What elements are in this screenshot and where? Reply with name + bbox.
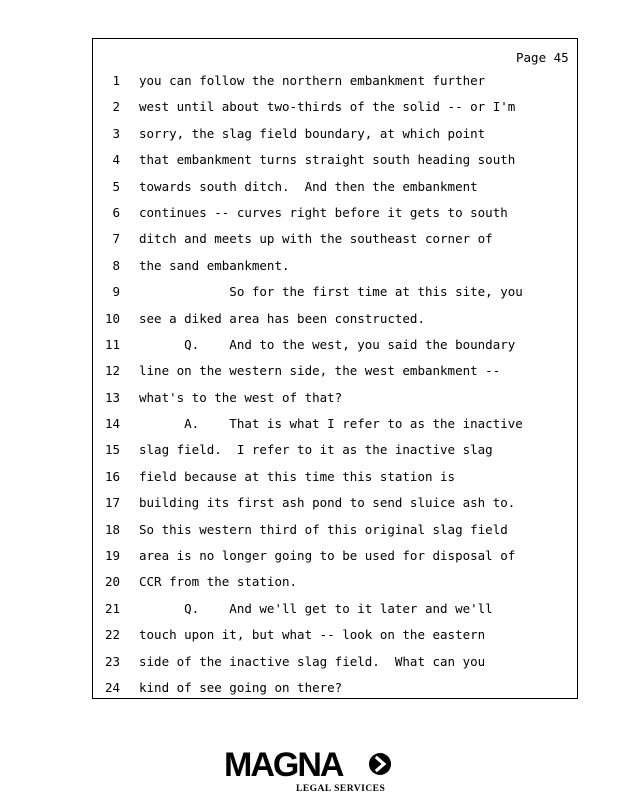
line-text: slag field. I refer to it as the inactive slag bbox=[139, 442, 493, 458]
line-number: 23 bbox=[104, 653, 120, 669]
magna-legal-services-logo bbox=[224, 742, 404, 794]
line-number: 21 bbox=[104, 600, 120, 616]
transcript-line bbox=[96, 253, 576, 279]
logo-wordmark: MAGNA bbox=[224, 746, 343, 784]
line-number: 11 bbox=[104, 336, 120, 352]
line-number: 3 bbox=[112, 125, 120, 141]
transcript-line bbox=[96, 649, 576, 675]
line-text: sorry, the slag field boundary, at which point bbox=[139, 125, 486, 141]
transcript-line bbox=[96, 622, 576, 648]
line-text: building its first ash pond to send sluice ash to. bbox=[139, 495, 516, 511]
line-number: 2 bbox=[112, 99, 120, 115]
transcript-line bbox=[96, 94, 576, 120]
line-number: 8 bbox=[112, 257, 120, 273]
line-text: that embankment turns straight south heading south bbox=[139, 152, 516, 168]
transcript-line bbox=[96, 306, 576, 332]
line-text: line on the western side, the west embankment -- bbox=[139, 363, 501, 379]
line-number: 18 bbox=[104, 521, 120, 537]
transcript-line bbox=[96, 411, 576, 437]
line-text: Q. And to the west, you said the boundary bbox=[139, 336, 516, 352]
transcript-line bbox=[96, 332, 576, 358]
line-number: 4 bbox=[112, 152, 120, 168]
line-text: field because at this time this station is bbox=[139, 468, 456, 484]
line-number: 1 bbox=[112, 73, 120, 88]
line-text: So for the first time at this site, you bbox=[139, 284, 523, 300]
transcript-line bbox=[96, 517, 576, 543]
line-text: you can follow the northern embankment further bbox=[139, 73, 486, 88]
line-number: 15 bbox=[104, 442, 120, 458]
transcript-line bbox=[96, 174, 576, 200]
line-text: side of the inactive slag field. What can you bbox=[139, 653, 486, 669]
line-text: see a diked area has been constructed. bbox=[139, 310, 425, 326]
line-text: continues -- curves right before it gets to south bbox=[139, 204, 508, 220]
chevron-right-circle-icon bbox=[369, 753, 391, 775]
line-text: kind of see going on there? bbox=[139, 679, 343, 695]
line-number: 22 bbox=[104, 627, 120, 643]
page-number: Page 45 bbox=[516, 50, 569, 65]
transcript-line bbox=[96, 147, 576, 173]
transcript-line bbox=[96, 68, 576, 94]
transcript-line bbox=[96, 596, 576, 622]
transcript-line bbox=[96, 464, 576, 490]
line-number: 17 bbox=[104, 495, 120, 511]
line-number: 7 bbox=[112, 231, 120, 247]
transcript-line bbox=[96, 358, 576, 384]
transcript-line bbox=[96, 437, 576, 463]
transcript-line bbox=[96, 279, 576, 305]
line-text: CCR from the station. bbox=[139, 574, 298, 590]
transcript-lines bbox=[96, 68, 576, 701]
line-number: 20 bbox=[104, 574, 120, 590]
line-text: A. That is what I refer to as the inactive bbox=[139, 416, 523, 432]
line-text: towards south ditch. And then the embankment bbox=[139, 178, 478, 194]
line-number: 5 bbox=[112, 178, 120, 194]
line-number: 12 bbox=[104, 363, 120, 379]
transcript-line bbox=[96, 121, 576, 147]
line-number: 16 bbox=[104, 468, 120, 484]
transcript-line bbox=[96, 490, 576, 516]
line-text: So this western third of this original slag field bbox=[139, 521, 508, 537]
line-number: 19 bbox=[104, 548, 120, 564]
transcript-line bbox=[96, 385, 576, 411]
transcript-line bbox=[96, 675, 576, 701]
transcript-line bbox=[96, 200, 576, 226]
line-number: 10 bbox=[104, 310, 120, 326]
line-text: west until about two-thirds of the solid -- or I'm bbox=[139, 99, 516, 115]
line-text: Q. And we'll get to it later and we'll bbox=[139, 600, 493, 616]
line-number: 6 bbox=[112, 204, 120, 220]
line-text: area is no longer going to be used for disposal of bbox=[139, 548, 516, 564]
line-number: 9 bbox=[112, 284, 120, 300]
line-text: the sand embankment. bbox=[139, 257, 290, 273]
transcript-line bbox=[96, 226, 576, 252]
line-text: ditch and meets up with the southeast corner of bbox=[139, 231, 493, 247]
line-number: 14 bbox=[104, 416, 120, 432]
line-text: touch upon it, but what -- look on the eastern bbox=[139, 627, 486, 643]
logo-subtext: LEGAL SERVICES bbox=[296, 784, 386, 794]
transcript-line bbox=[96, 569, 576, 595]
line-text: what's to the west of that? bbox=[139, 389, 343, 405]
transcript-line bbox=[96, 543, 576, 569]
line-number: 13 bbox=[104, 389, 120, 405]
line-number: 24 bbox=[104, 679, 120, 695]
